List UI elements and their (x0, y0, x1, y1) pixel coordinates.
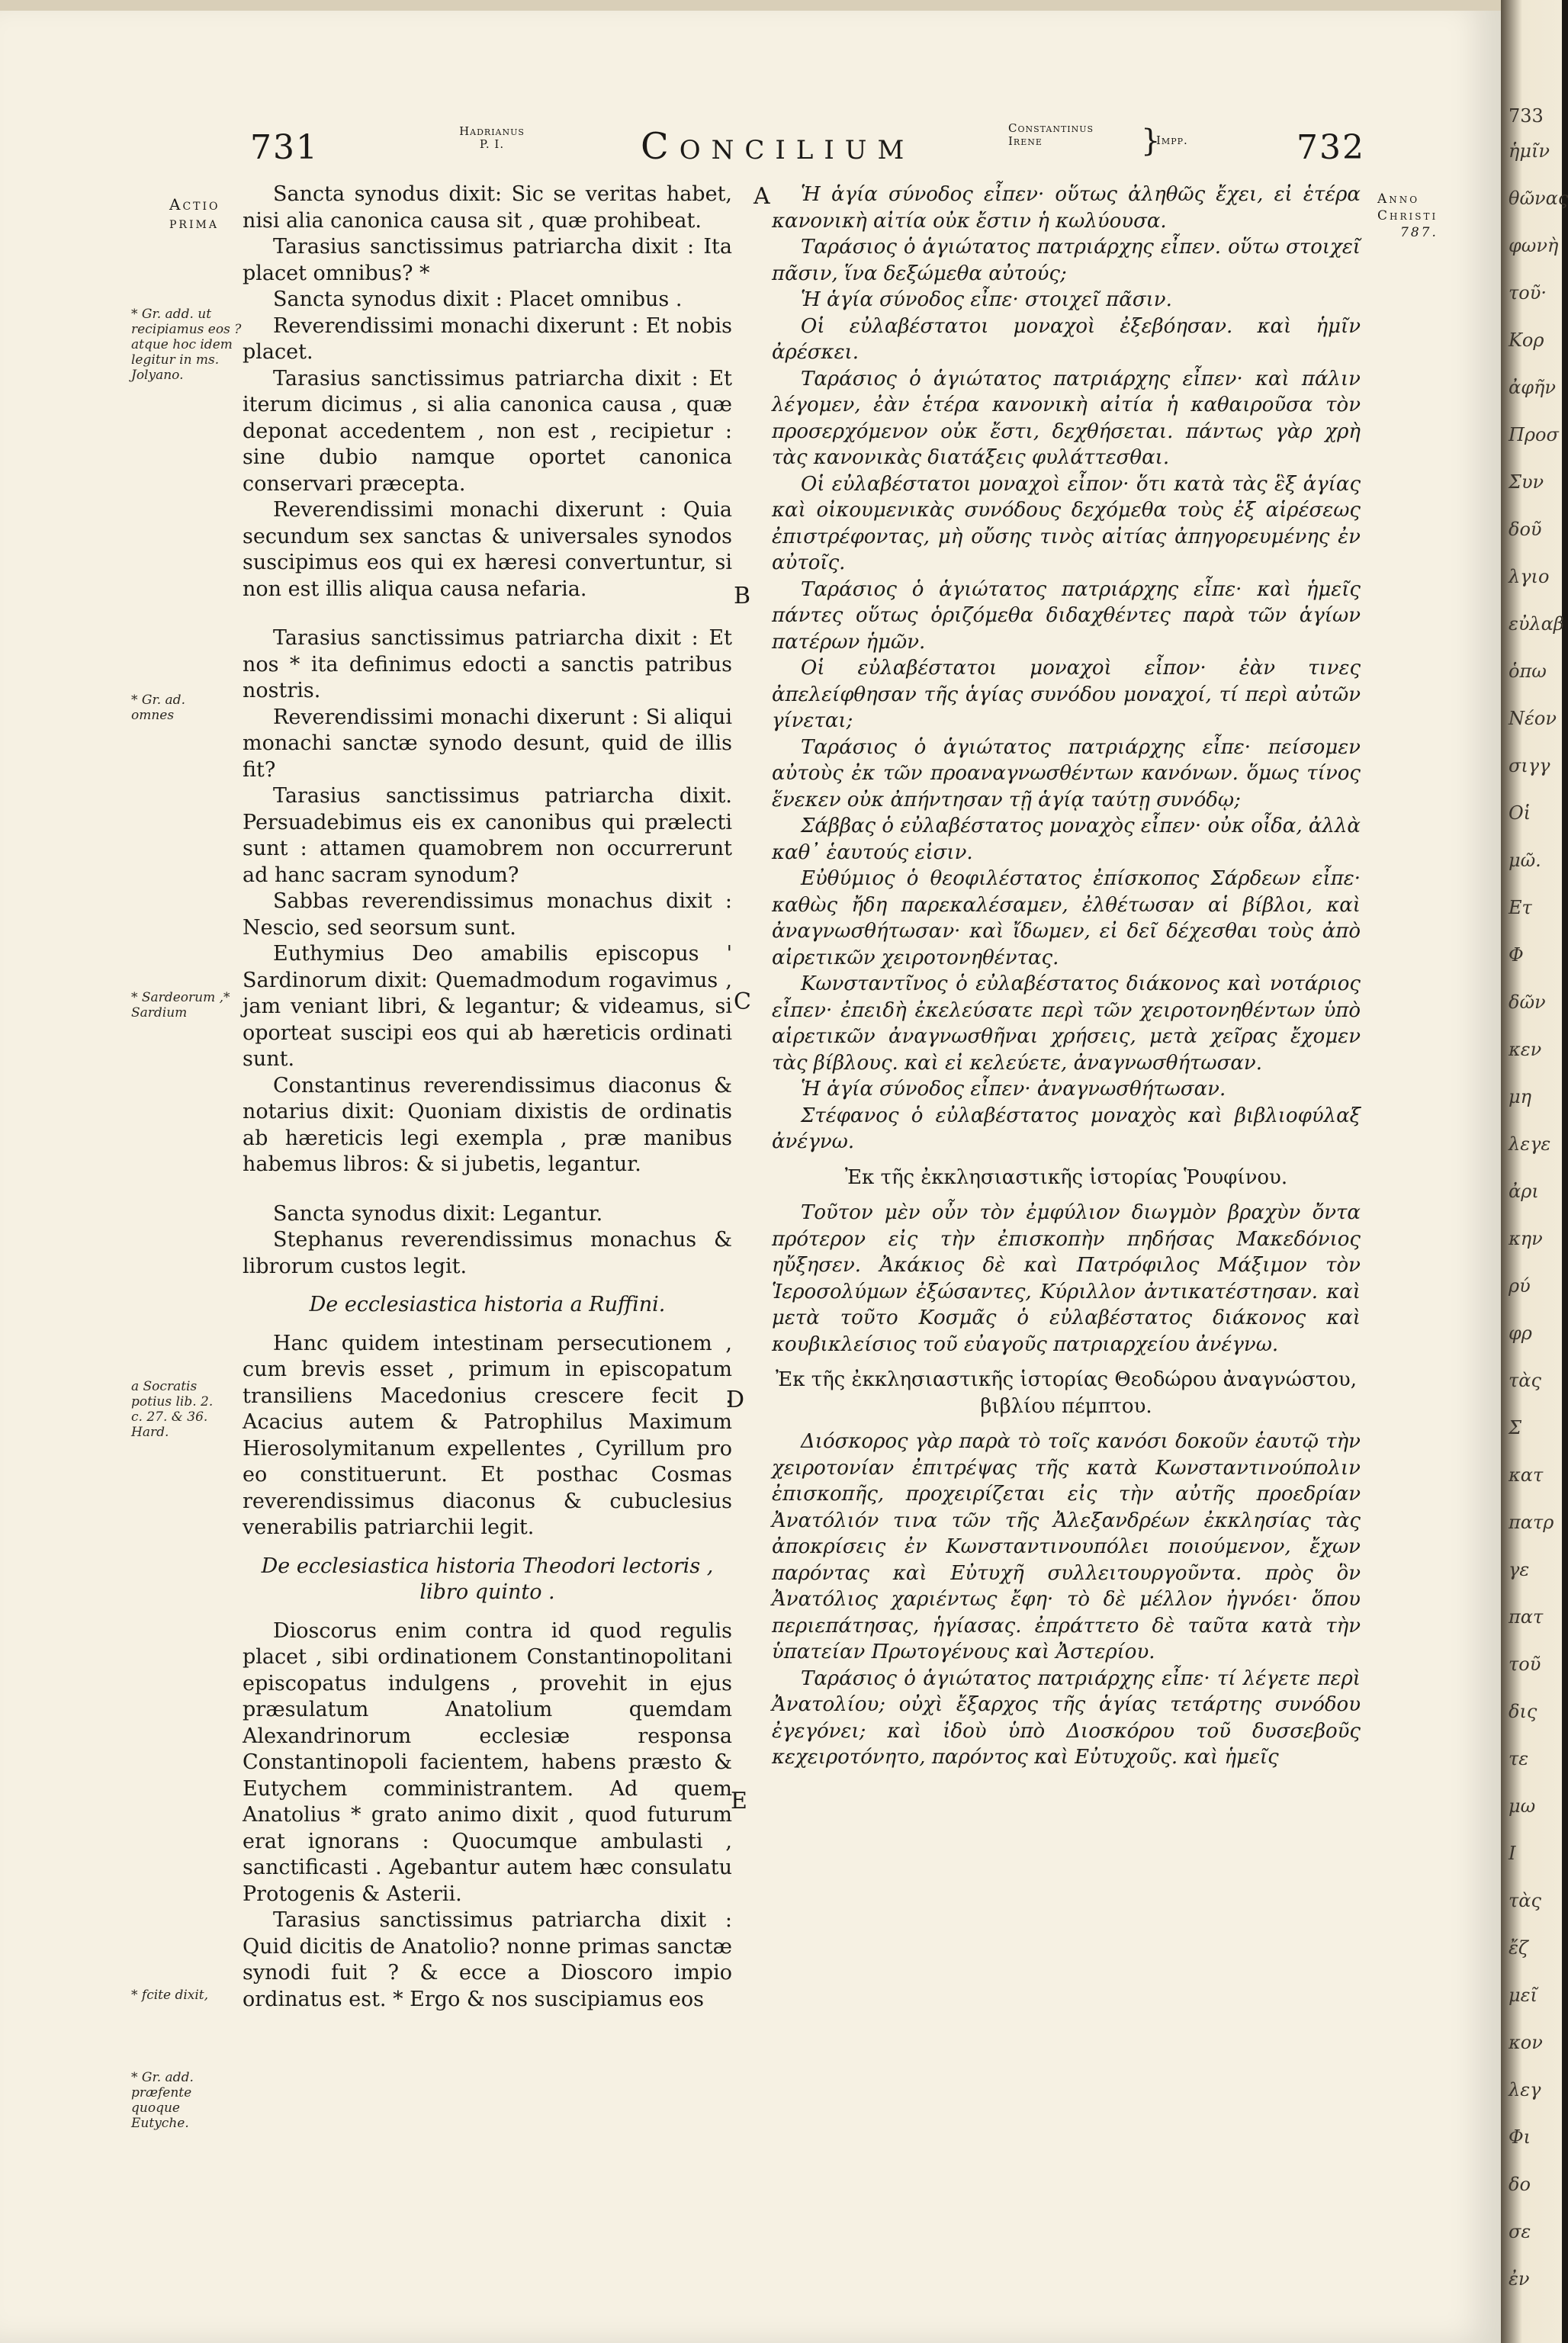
greek-para: Οἱ εὐλαβέστατοι μοναχοὶ εἶπον· ἐὰν τινες ἀπελείφθησαν τῆς ἁγίας συνόδου μοναχοί, τί περὶ αὐτῶν γίνεται; (772, 657, 1361, 732)
latin-para: Tarasius sanctissimus patriarcha dixit : Quid dicitis de Anatolio? nonne primas sanctæ synodi fuit ? & ecce a Dioscoro impio ordinatus est. * Ergo & nos suscipiamus eos (243, 1908, 732, 2011)
next-page-fragment: ἐν (1509, 2268, 1530, 2290)
brace-glyph: } (1141, 124, 1161, 159)
next-page-fragment: φρ (1509, 1323, 1532, 1344)
running-head-right-line2: Irene (1008, 134, 1043, 148)
next-page-fragment: κον (1509, 2032, 1543, 2053)
next-page-fragment: γε (1509, 1559, 1530, 1580)
actio-line2: prima (169, 214, 219, 232)
latin-para: Tarasius sanctissimus patriarcha dixit : Ita placet omnibus? * (243, 235, 732, 285)
next-page-fragment: ἡμῖν (1509, 140, 1550, 162)
greek-para: Ταράσιος ὁ ἁγιώτατος πατριάρχης εἶπε· καὶ ἡμεῖς πάντες οὕτως ὁριζόμεθα διδαχθέντες παρὰ τῶν ἁγίων πατέρων ἡμῶν. (772, 577, 1361, 654)
next-page-fragment: κεν (1509, 1039, 1542, 1060)
latin-para: Stephanus reverendissimus monachus & librorum custos legit. (243, 1228, 732, 1278)
anno-year: 787. (1400, 225, 1438, 240)
greek-para: Ταράσιος ὁ ἁγιώτατος πατριάρχης εἶπε· πείσομεν αὐτοὺς ἐκ τῶν προαναγνωσθέντων κανόνων. ὅμως τίνος ἕνεκεν οὐκ ἀπήντησαν τῇ ἁγίᾳ ταύτῃ συνόδῳ; (772, 735, 1361, 812)
running-head-left-line2: P. I. (479, 137, 505, 151)
next-page-fragment: μη (1509, 1086, 1531, 1107)
anno-line2: Christi (1377, 208, 1438, 223)
greek-para: Οἱ εὐλαβέστατοι μοναχοὶ εἶπον· ὅτι κατὰ τὰς ἓξ ἁγίας καὶ οἰκουμενικὰς συνόδους δεχόμεθα τοὺς ἐξ αἱρέσεως ἐπιστρέφοντας, μὴ οὔσης τινὸς αἰτίας ἀπηγορευμένης ἐν αὐτοῖς. (772, 472, 1361, 574)
running-head-right (1008, 122, 1138, 168)
greek-para: Ἡ ἁγία σύνοδος εἶπεν· οὕτως ἀληθῶς ἔχει, εἰ ἑτέρα κανονικὴ αἰτία οὐκ ἔστιν ἡ κωλύουσα. (772, 183, 1361, 233)
next-page-fragment: λεγ (1509, 2079, 1541, 2100)
greek-para: Στέφανος ὁ εὐλαβέστατος μοναχὸς καὶ βιβλιοφύλαξ ἀνέγνω. (772, 1104, 1361, 1153)
margin-note-2: * Gr. ad. omnes (131, 693, 185, 723)
greek-para: Ταράσιος ὁ ἁγιώτατος πατριάρχης εἶπεν. οὕτω στοιχεῖ πᾶσιν, ἵνα δεξώμεθα αὐτούς; (772, 236, 1361, 285)
next-page-fragment: ὁπω (1509, 660, 1547, 682)
latin-para: Tarasius sanctissimus patriarcha dixit. Persuadebimus eis ex canonibus qui prælecti sunt : attamen quamobrem non occurrerunt ad hanc sacram synodum? (243, 784, 732, 887)
next-page-fragment: ἔζ (1509, 1937, 1528, 1959)
next-page-fragment: Συν (1509, 471, 1544, 493)
next-page-fragment: Νέον (1509, 708, 1557, 729)
next-page-fragment: κατ (1509, 1464, 1544, 1486)
next-page-fragment: εὐλαβ (1509, 613, 1564, 635)
next-page-fragment: σε (1509, 2221, 1531, 2242)
next-page-fragment: ἀφῆν (1509, 377, 1556, 398)
next-page-fragment: Φ (1509, 944, 1524, 966)
next-page-fragment: δῶν (1509, 992, 1546, 1013)
greek-para: Οἱ εὐλαβέστατοι μοναχοὶ ἐξεβόησαν. καὶ ἡμῖν ἀρέσκει. (772, 314, 1361, 364)
next-page-fragment: λγιο (1509, 566, 1550, 587)
section-letter-b: B (734, 583, 751, 609)
next-page-fragment: Οἱ (1509, 802, 1531, 824)
page-title: Concilium (641, 125, 915, 168)
greek-para: Ἡ ἁγία σύνοδος εἶπεν· ἀναγνωσθήτωσαν. (801, 1078, 1226, 1101)
greek-para: Ἡ ἁγία σύνοδος εἶπε· στοιχεῖ πᾶσιν. (801, 288, 1172, 311)
latin-para: Euthymius Deo amabilis episcopus ' Sardinorum dixit: Quemadmodum rogavimus , jam veniant libri, & legantur; & videamus, si oporteat suscipi eos qui ab hæreticis ordinati sunt. (243, 942, 732, 1071)
greek-para: Διόσκορος γὰρ παρὰ τὸ τοῖς κανόσι δοκοῦν ἑαυτῷ τὴν χειροτονίαν ἐπιτρέψας τῆς κατὰ Κωνσταντινούπολιν ἐπισκοπῆς, προχειρίζεται εἰς τὴν αὐτῆς προεδρίαν Ἀνατόλιόν τινα τῶν τῆς Ἀλεξανδρέων ἐκκλησίας τὰς ἀποκρίσεις ἐν Κωνσταντινουπόλει ποιούμενον, ἔχων παρόντας καὶ Εὐτυχῆ συλλειτουργοῦντα. πρὸς ὃν Ἀνατόλιος χαριέντως ἔφη· τὸ δὲ μέλλον ἠγνόει· ὅπου περιεπάτησας, ἡγίασας. ἐπράττετο δὲ ταῦτα κατὰ τὴν ὑπατείαν Πρωτογένους καὶ Ἀστερίου. (772, 1430, 1361, 1663)
running-head-imp: Impp. (1156, 133, 1188, 147)
latin-para: Sancta synodus dixit : Placet omnibus . (273, 288, 683, 311)
next-page-fragment: τε (1509, 1748, 1529, 1769)
greek-section-heading: Ἐκ τῆς ἐκκλησιαστικῆς ἱστορίας Ῥουφίνου. (844, 1165, 1288, 1189)
actio-line1: Actio (169, 195, 220, 214)
running-head-left (431, 125, 553, 171)
next-page-fragment: Σ (1509, 1417, 1521, 1438)
next-page-fragment: δοῦ (1509, 519, 1542, 540)
next-page-number: 733 (1509, 105, 1544, 127)
latin-section-heading: De ecclesiastica historia a Ruffini. (309, 1293, 666, 1316)
next-page-fragment: ἀρι (1509, 1181, 1539, 1202)
running-head-left-line1: Hadrianus (459, 124, 525, 138)
section-letter-e: E (731, 1788, 747, 1814)
next-page-fragment: μω (1509, 1795, 1536, 1817)
margin-note-1: * Gr. add. ut recipiamus eos ? atque hoc idem legitur in ms. Jolyano. (131, 307, 242, 383)
greek-para: Εὐθύμιος ὁ θεοφιλέστατος ἐπίσκοπος Σάρδεων εἶπε· καθὼς ἤδη παρεκαλέσαμεν, ἐλθέτωσαν αἱ βίβλοι, καὶ ἀναγνωσθήτωσαν· καὶ ἴδωμεν, εἰ δεῖ δέχεσθαι τοὺς ἀπὸ αἱρετικῶν χειροτονηθέντας. (772, 867, 1361, 969)
next-page-fragment: δις (1509, 1701, 1537, 1722)
anno-line1: Anno (1377, 191, 1420, 207)
latin-para: Dioscorus enim contra id quod regulis placet , sibi ordinationem Constantinopolitani episcopatus indulgens , provehit in ejus præsulatum Anatolium quemdam Alexandrinorum ecclesiæ responsa Constantinopoli facientem, habens præsto & Eutychem comministrantem. Ad quem Anatolius * grato animo dixit , quod futurum erat ignorans : Quocumque ambulasti , sanctificasti . Agebantur autem hæc consulatu Protogenis & Asterii. (243, 1618, 732, 1906)
page-number-left: 731 (250, 128, 319, 167)
latin-para: Reverendissimi monachi dixerunt : Quia secundum sex sanctas & universales synodos suscipimus eos qui ex hæresi convertuntur, si non est illis aliqua causa nefaria. (243, 498, 732, 601)
next-page-fragment: Φι (1509, 2126, 1531, 2148)
next-page-fragment: φωνὴ (1509, 235, 1559, 256)
latin-para: Reverendissimi monachi dixerunt : Et nobis placet. (243, 313, 732, 364)
next-page-fragment: σιγγ (1509, 755, 1550, 776)
next-page-fragment: κην (1509, 1228, 1543, 1249)
next-page-fragment: δο (1509, 2174, 1531, 2195)
next-page-fragment: Προσ (1509, 424, 1559, 445)
page-number-right: 732 (1296, 128, 1365, 167)
margin-note-4: a Socratis potius lib. 2. c. 27. & 36. Hard. (131, 1379, 214, 1440)
latin-para: Tarasius sanctissimus patriarcha dixit : Et nos * ita definimus edocti a sanctis patribus nostris. (243, 626, 732, 702)
margin-note-6: * Gr. add. præfente quoque Eutyche. (131, 2070, 194, 2131)
next-page-fragment: Κορ (1509, 329, 1544, 351)
next-page-fragment: Ετ (1509, 897, 1532, 918)
next-page-fragment: πατρ (1509, 1512, 1554, 1533)
next-page-fragment: τοῦ (1509, 1654, 1541, 1675)
greek-para: Τοῦτον μὲν οὖν τὸν ἐμφύλιον διωγμὸν βραχὺν ὄντα πρότερον εἰς τὴν ἐπισκοπὴν πηδήσας Μακεδόνιος ηὔξησεν. Ἀκάκιος δὲ καὶ Πατρόφιλος Μάξιμον τὸν Ἱεροσολύμων ἐξώσαντες, Κύριλλον ἀντικατέστησαν. καὶ μετὰ τοῦτο Κοσμᾶς ὁ εὐλαβέστατος διάκονος καὶ κουβικλείσιος τοῦ εὐαγοῦς πατριαρχείου ἀνέγνω. (772, 1201, 1361, 1356)
section-letter-a: A (753, 183, 770, 210)
greek-para: Σάββας ὁ εὐλαβέστατος μοναχὸς εἶπεν· οὐκ οἶδα, ἀλλὰ καθ᾽ ἑαυτούς εἰσιν. (772, 815, 1361, 864)
next-page-edge (1501, 0, 1568, 2343)
next-page-fragment: μεῖ (1509, 1985, 1537, 2006)
running-head-right-line1: Constantinus (1008, 121, 1094, 135)
latin-column (243, 182, 732, 2013)
anno-label (1377, 191, 1438, 241)
greek-section-heading: Ἐκ τῆς ἐκκλησιαστικῆς ἱστορίας Θεοδώρου ἀναγνώστου, βιβλίου πέμπτου. (776, 1368, 1357, 1418)
greek-para: Ταράσιος ὁ ἁγιώτατος πατριάρχης εἶπε· τί λέγετε περὶ Ἀνατολίου; οὐχὶ ἔξαρχος τῆς ἁγίας τετάρτης συνόδου ἐγεγόνει; καὶ ἰδοὺ ὑπὸ Διοσκόρου τοῦ δυσσεβοῦς κεχειροτόνητο, παρόντος καὶ Εὐτυχοῦς. καὶ ἡμεῖς (772, 1666, 1361, 1769)
section-letter-d: D (726, 1387, 745, 1413)
latin-para: Sancta synodus dixit: Legantur. (273, 1201, 603, 1226)
latin-para: Sancta synodus dixit: Sic se veritas habet, nisi alia canonica causa sit , quæ prohibeat. (243, 182, 732, 233)
margin-note-3: * Sardeorum ,* Sardium (131, 990, 230, 1020)
latin-para: Hanc quidem intestinam persecutionem , cum brevis esset , primum in episcopatum transiliens Macedonius crescere fecit . Acacius autem & Patrophilus Maximum Hierosolymitanum expellentes , Cyrillum pro eo constituerunt. Et posthac Cosmas reverendissimus diaconus & cubuclesius venerabilis patriarchii legit. (243, 1331, 732, 1539)
next-page-fragment: θῶνας (1509, 188, 1568, 209)
greek-para: Ταράσιος ὁ ἁγιώτατος πατριάρχης εἶπεν· καὶ πάλιν λέγομεν, ἐὰν ἑτέρα κανονικὴ αἰτία ἡ καθαιροῦσα τὸν προσερχόμενον οὐκ ἔστι, δεχθήσεται. πάντως γὰρ χρὴ τὰς κανονικὰς διατάξεις φυλάττεσθαι. (772, 367, 1361, 469)
latin-para: Constantinus reverendissimus diaconus & notarius dixit: Quoniam dixistis de ordinatis ab hæreticis legi exempla , præ manibus habemus libros: & si jubetis, legantur. (243, 1073, 732, 1176)
greek-para: Κωνσταντῖνος ὁ εὐλαβέστατος διάκονος καὶ νοτάριος εἶπεν· ἐπειδὴ ἐκελεύσατε περὶ τῶν χειροτονηθέντων ὑπὸ αἱρετικῶν ἀναγνωσθῆναι χρήσεις, μετὰ χεῖρας ἔχομεν τὰς βίβλους. καὶ εἰ κελεύετε, ἀναγνωσθήτωσαν. (772, 972, 1361, 1075)
next-page-fragment: μῶ. (1509, 850, 1541, 871)
greek-column (772, 182, 1361, 1771)
next-page-fragment: τὰς (1509, 1370, 1541, 1391)
latin-para: Sabbas reverendissimus monachus dixit : Nescio, sed seorsum sunt. (243, 889, 732, 940)
page-top-edge (0, 0, 1501, 11)
next-page-fragment: ρύ (1509, 1275, 1531, 1297)
next-page-fragment: λεγε (1509, 1133, 1551, 1155)
latin-para: Reverendissimi monachi dixerunt : Si aliqui monachi sanctæ synodo desunt, quid de illis fit? (243, 705, 732, 782)
next-page-fragment: πατ (1509, 1606, 1544, 1628)
next-page-fragment: τοῦ· (1509, 282, 1547, 304)
next-page-fragment: Ι (1509, 1843, 1516, 1864)
actio-label (169, 195, 220, 232)
latin-section-heading: De ecclesiastica historia Theodori lectoris , libro quinto . (261, 1554, 714, 1604)
next-page-fragment: τὰς (1509, 1890, 1541, 1911)
latin-para: Tarasius sanctissimus patriarcha dixit : Et iterum dicimus , si alia canonica causa , quæ deponat accedentem , non est , recipietur : sine dubio namque oportet canonica conservari præcepta. (243, 366, 732, 496)
margin-note-5: * fcite dixit, (131, 1988, 209, 2003)
section-letter-c: C (734, 988, 751, 1015)
